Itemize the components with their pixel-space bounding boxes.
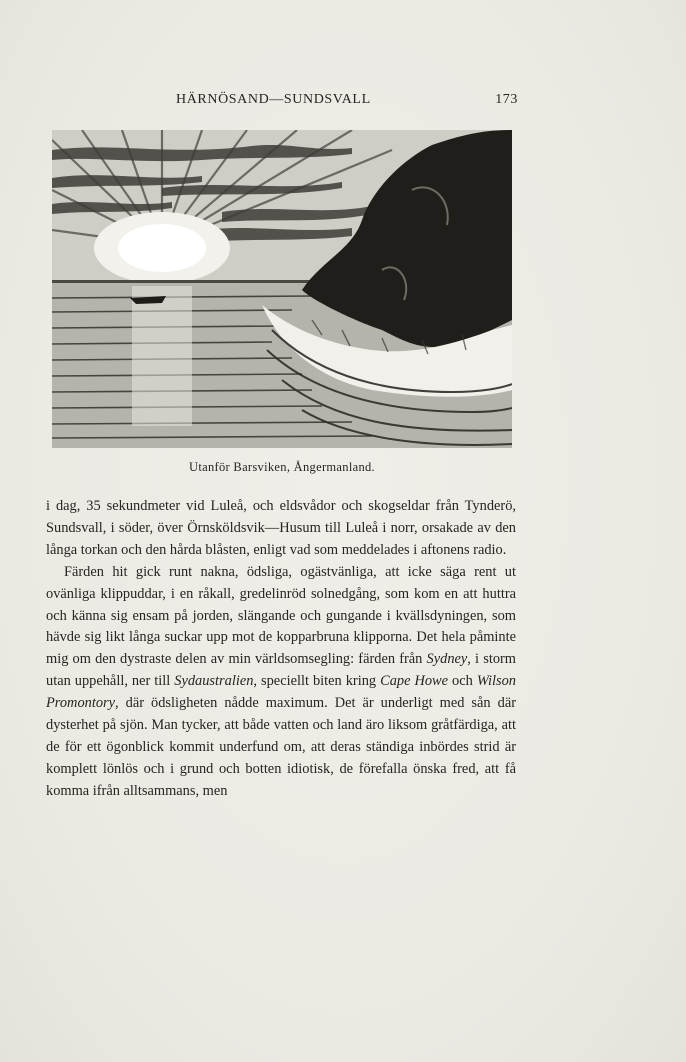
paragraph-2 [46,562,516,803]
italic-sydaustralien: Sydaustralien [174,673,254,690]
italic-sydney: Sydney [426,651,468,668]
chapter-title: HÄRNÖSAND—SUNDSVALL [176,92,371,107]
page-number: 173 [495,92,518,107]
italic-cape-howe: Cape Howe [380,673,449,690]
paragraph-2-part-c: , speciellt biten kring [253,673,381,690]
paragraph-2-part-b: , i storm utan uppehåll, ner till [46,651,517,690]
italic-wilson-promontory: Wilson Promontory [46,673,516,712]
paragraph-2-part-a: Färden hit gick runt nakna, ödsliga, ogästvänliga, att icke säga rent ut ovänliga klippuddar, i en råkall, gredelinröd solnedgång, som kom en att huttra och känna sig ensam på jorden, slängande och gungande i kvällsdyningen, som hävde sig likt långa suckar upp mot de kopparbruna klipporna. Det hela påminte mig om den dystraste delen av min världsomsegling: färden från [46,563,516,668]
running-head [46,92,518,112]
paragraph-2-part-e: , där ödsligheten nådde maximum. Det är underligt med sån där dysterhet på sjön. Man tycker, att både vatten och land äro liksom gråtfärdiga, att de för ett ögonblick kommit underfund om, att deras ständiga inbördes strid är komplett lönlös och i grund och botten idiotisk, de förefalla önska fred, att få komma ifrån alltsammans, men [46,695,516,799]
body-text [46,496,516,803]
paragraph-2-part-d: och [448,673,477,690]
illustration-seascape [52,130,512,448]
paragraph-1: i dag, 35 sekundmeter vid Luleå, och eldsvådor och skogseldar från Tynderö, Sundsvall, i söder, över Örnsköldsvik—Husum till Luleå i norr, orsakade av den långa torkan och den hårda blåsten, enligt vad som meddelades i aftonens radio. [46,498,516,558]
figure-caption: Utanför Barsviken, Ångermanland. [189,460,375,474]
